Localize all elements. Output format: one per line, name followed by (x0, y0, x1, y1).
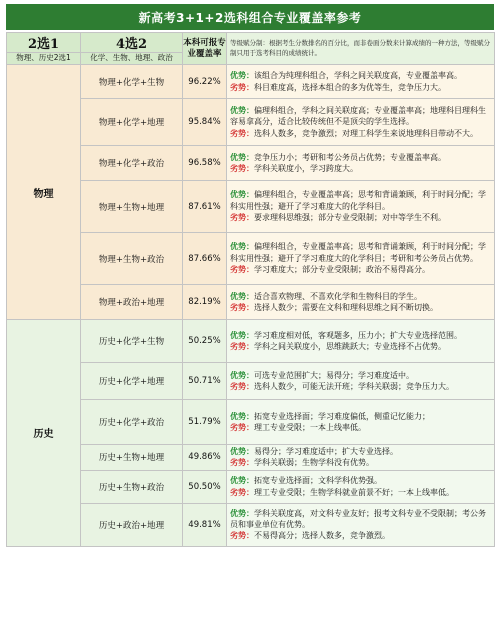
advantage-line (230, 508, 491, 531)
page-title: 新高考3+1+2选科组合专业覆盖率参考 (6, 4, 494, 30)
pros-cons-cell (227, 363, 495, 400)
pros-cons-cell (227, 400, 495, 445)
advantage-label: 优势： (230, 190, 254, 200)
advantage-line (230, 411, 491, 422)
table-row (7, 363, 495, 400)
subject-physics: 物理 (7, 65, 81, 320)
disadvantage-line (230, 82, 491, 93)
disadvantage-label: 劣势： (230, 164, 254, 173)
advantage-line (230, 446, 491, 457)
disadvantage-label: 劣势： (230, 487, 254, 497)
disadvantage-text: 学习难度大；部分专业受限制；政治不易得高分。 (254, 265, 430, 275)
disadvantage-text: 学科关联度小，学习跨度大。 (254, 164, 358, 173)
disadvantage-text: 不易得高分；选择人数多，竞争激烈。 (254, 531, 390, 541)
advantage-label: 优势： (230, 291, 254, 301)
disadvantage-line (230, 381, 491, 392)
pros-cons-cell (227, 181, 495, 233)
disadvantage-label: 劣势： (230, 458, 254, 468)
table-row (7, 146, 495, 181)
disadvantage-label: 劣势： (230, 303, 254, 312)
combination-name: 历史+化学+生物 (81, 320, 183, 363)
disadvantage-line (230, 302, 491, 313)
table-row (7, 470, 495, 503)
disadvantage-text: 选科人数多，竞争激烈；对理工科学生来说地理科目带动不大。 (254, 128, 478, 138)
disadvantage-text: 科目难度高，选择本组合的多为优等生，竞争压力大。 (254, 82, 446, 92)
advantage-label: 优势： (230, 447, 254, 456)
disadvantage-text: 选择人数少；需要在文科和理科思维之间不断切换。 (254, 303, 438, 312)
combination-name: 物理+生物+政治 (81, 233, 183, 285)
advantage-label: 优势： (230, 476, 254, 486)
pros-cons-cell (227, 99, 495, 146)
pros-cons-cell (227, 285, 495, 320)
pros-cons-cell (227, 65, 495, 99)
disadvantage-text: 要求理科思维强；部分专业受限制；对中等学生不利。 (254, 213, 446, 223)
disadvantage-line (230, 422, 491, 433)
disadvantage-label: 劣势： (230, 382, 254, 391)
disadvantage-label: 劣势： (230, 265, 254, 275)
combination-name: 物理+政治+地理 (81, 285, 183, 320)
combination-table (6, 32, 495, 547)
table-row (7, 233, 495, 285)
disadvantage-label: 劣势： (230, 342, 254, 351)
advantage-label: 优势： (230, 330, 254, 340)
header-choose-one: 2选1 (7, 33, 81, 53)
coverage-rate: 87.61% (183, 181, 227, 233)
combination-name: 历史+化学+政治 (81, 400, 183, 445)
table-row (7, 445, 495, 471)
table-row (7, 181, 495, 233)
coverage-rate: 82.19% (183, 285, 227, 320)
advantage-text: 偏理科组合，专业覆盖率高；思考和背诵兼顾，利于时间分配；学科实用性强；避开了学习难度大的化学科目；考研和考公务员占优势。 (230, 242, 486, 263)
coverage-rate: 96.22% (183, 65, 227, 99)
disadvantage-line (230, 128, 491, 139)
coverage-rate: 87.66% (183, 233, 227, 285)
disadvantage-text: 理工专业受限；一本上线率低。 (254, 423, 366, 432)
advantage-text: 该组合为纯理科组合，学科之间关联度高，专业覆盖率高。 (254, 71, 462, 81)
advantage-text: 易得分；学习难度适中；扩大专业选择。 (254, 447, 398, 456)
disadvantage-line (230, 341, 491, 352)
header-scoring-note: 等级赋分制：根据考生分数排名的百分比，而非卷面分数来计算成绩的一种方法，等级赋分制只用于选考科目的成绩统计。 (227, 33, 495, 65)
advantage-line (230, 241, 491, 264)
disadvantage-text: 学科关联弱；生物学科没有优势。 (254, 458, 374, 468)
combination-name: 物理+化学+地理 (81, 99, 183, 146)
advantage-label: 优势： (230, 242, 254, 252)
combination-name: 物理+化学+生物 (81, 65, 183, 99)
advantage-text: 偏理科组合，学科之间关联度高；专业覆盖率高；地理科目理科生容易拿高分，适合比较传统但不是顶尖的学生选择。 (230, 105, 486, 127)
table-row (7, 65, 495, 99)
combination-name: 物理+化学+政治 (81, 146, 183, 181)
advantage-line (230, 475, 491, 486)
disadvantage-label: 劣势： (230, 128, 254, 138)
advantage-text: 拓宽专业选择面；学习难度偏低，侧重记忆能力； (254, 411, 430, 421)
combination-name: 历史+生物+政治 (81, 470, 183, 503)
combination-name: 物理+生物+地理 (81, 181, 183, 233)
coverage-rate: 50.50% (183, 470, 227, 503)
disadvantage-line (230, 212, 491, 223)
disadvantage-label: 劣势： (230, 82, 254, 92)
table-row (7, 400, 495, 445)
advantage-line (230, 189, 491, 212)
advantage-line (230, 330, 491, 341)
coverage-rate: 50.25% (183, 320, 227, 363)
header-choose-two-desc: 化学、生物、地理、政治 (81, 53, 183, 65)
pros-cons-cell (227, 445, 495, 471)
coverage-rate: 50.71% (183, 363, 227, 400)
disadvantage-line (230, 163, 491, 174)
combination-name: 历史+生物+地理 (81, 445, 183, 471)
advantage-text: 偏理科组合，专业覆盖率高；思考和背诵兼顾，利于时间分配；学科实用性强；避开了学习难度大的化学科目。 (230, 190, 486, 211)
advantage-line (230, 105, 491, 128)
header-coverage-rate: 本科可报专业覆盖率 (183, 33, 227, 65)
advantage-line (230, 70, 491, 81)
table-row (7, 503, 495, 546)
advantage-label: 优势： (230, 508, 254, 518)
disadvantage-label: 劣势： (230, 213, 254, 223)
advantage-label: 优势： (230, 152, 254, 162)
disadvantage-line (230, 264, 491, 275)
pros-cons-cell (227, 320, 495, 363)
advantage-text: 适合喜欢物理、不喜欢化学和生物科目的学生。 (254, 291, 422, 301)
pros-cons-cell (227, 503, 495, 546)
pros-cons-cell (227, 470, 495, 503)
disadvantage-text: 学科之间关联度小，思维跳跃大；专业选择不占优势。 (254, 342, 446, 351)
advantage-line (230, 370, 491, 381)
advantage-text: 学科关联度高，对文科专业友好；报考文科专业不受限制；考公务员和事业单位有优势。 (230, 508, 486, 530)
disadvantage-text: 理工专业受限；生物学科就业前景不好；一本上线率低。 (254, 487, 454, 497)
disadvantage-label: 劣势： (230, 423, 254, 432)
advantage-text: 拓宽专业选择面；文科学科优势强。 (254, 476, 382, 486)
pros-cons-cell (227, 146, 495, 181)
disadvantage-label: 劣势： (230, 531, 254, 541)
combination-name: 历史+化学+地理 (81, 363, 183, 400)
advantage-label: 优势： (230, 105, 254, 115)
subject-history: 历史 (7, 320, 81, 547)
advantage-text: 竞争压力小；考研和考公务员占优势；专业覆盖率高。 (254, 152, 446, 162)
disadvantage-line (230, 530, 491, 541)
table-row (7, 99, 495, 146)
advantage-label: 优势： (230, 71, 254, 81)
coverage-rate: 51.79% (183, 400, 227, 445)
combination-name: 历史+政治+地理 (81, 503, 183, 546)
disadvantage-text: 选科人数少，可能无法开班；学科关联弱；竞争压力大。 (254, 382, 454, 391)
coverage-rate: 49.86% (183, 445, 227, 471)
disadvantage-line (230, 457, 491, 468)
coverage-rate: 95.84% (183, 99, 227, 146)
header-choose-two: 4选2 (81, 33, 183, 53)
pros-cons-cell (227, 233, 495, 285)
advantage-label: 优势： (230, 411, 254, 421)
coverage-rate: 49.81% (183, 503, 227, 546)
table-row (7, 320, 495, 363)
coverage-rate: 96.58% (183, 146, 227, 181)
header-choose-one-desc: 物理、历史2选1 (7, 53, 81, 65)
advantage-line (230, 291, 491, 302)
table-row (7, 285, 495, 320)
header-row-top (7, 33, 495, 53)
advantage-text: 可选专业范围扩大；易得分；学习难度适中。 (254, 370, 414, 380)
advantage-text: 学习难度相对低，客观题多，压力小；扩大专业选择范围。 (254, 330, 462, 340)
advantage-label: 优势： (230, 370, 254, 380)
disadvantage-line (230, 487, 491, 498)
advantage-line (230, 152, 491, 163)
